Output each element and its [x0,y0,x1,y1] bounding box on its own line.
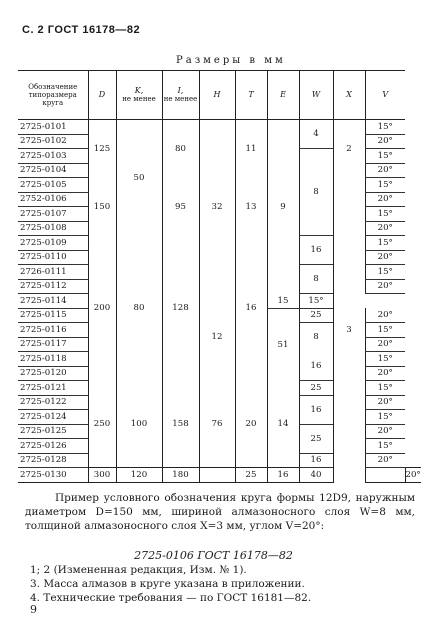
i-cell: 128 [162,236,199,381]
designation-cell: 2725-0121 [18,381,88,396]
w-cell: 4 [299,120,333,149]
v-cell: 20° [365,163,405,178]
page-header: С. 2 ГОСТ 16178—82 [22,24,141,36]
v-cell: 15° [365,439,405,454]
e-cell: 12 [199,294,235,381]
designation-cell: 2725-0115 [18,308,88,323]
t-cell: 16 [235,236,267,381]
col-header-K: K, не менее [116,71,162,120]
k-cell: 100 [116,381,162,468]
w-cell: 8 [299,323,333,352]
w-cell: 8 [299,149,333,236]
w-cell: 16 [299,453,333,468]
col-header-I: I, не менее [162,71,199,120]
v-cell: 20° [365,453,405,468]
designation-cell: 2725-0109 [18,236,88,251]
note-4: 4. Технические требования — по ГОСТ 16181—82. [30,592,312,604]
i-cell: 158 [162,381,199,468]
w-cell: 16 [299,395,333,424]
w-cell: 25 [299,424,333,453]
note-3: 3. Масса алмазов в круге указана в приложении. [30,578,305,590]
designation-cell: 2725-0110 [18,250,88,265]
example-paragraph: Пример условного обозначения круга формы 12D9, наружным диаметром D=150 мм, шириной алмазоносного слоя W=8 мм, толщиной алмазоносного слоя X=3 мм, углом V=20°: [25,492,415,532]
v-cell: 20° [365,424,405,439]
w-cell: 15 [267,294,299,309]
v-cell: 15° [365,207,405,222]
d-cell: 300 [88,468,116,483]
v-cell: 20° [365,395,405,410]
k-cell: 80 [116,236,162,381]
designation-cell: 2725-0114 [18,294,88,309]
w-cell: 25 [299,308,333,323]
col-header-T: T [235,71,267,120]
designation-cell: 2725-0122 [18,395,88,410]
designation-cell: 2725-0118 [18,352,88,367]
col-header-W: W [299,71,333,120]
col-header-designation: Обозначение типоразмера круга [18,71,88,120]
v-cell: 20° [365,192,405,207]
dimensions-table [18,70,421,483]
v-cell: 20° [365,337,405,352]
v-cell: 20° [365,366,405,381]
v-cell: 15° [365,352,405,367]
t-cell: 11 [235,120,267,178]
designation-cell: 2725-0105 [18,178,88,193]
designation-cell: 2725-0116 [18,323,88,338]
v-cell: 20° [405,468,421,483]
x-cell: 3 [333,178,365,483]
designation-cell: 2752-0106 [18,192,88,207]
e-cell: 14 [267,381,299,468]
w-cell: 40 [299,468,333,483]
e-cell: 9 [267,120,299,294]
h-cell: 51 [267,308,299,381]
i-cell: 80 [162,120,199,178]
t-cell: 20 [235,381,267,468]
x-cell: 2 [333,120,365,178]
designation-cell: 2725-0126 [18,439,88,454]
k-cell: 120 [116,468,162,483]
col-header-X: X [333,71,365,120]
e-cell: 16 [267,468,299,483]
col-header-D: D [88,71,116,120]
i-cell: 95 [162,178,199,236]
v-cell: 20° [365,134,405,149]
v-cell: 20° [365,308,405,323]
designation-cell: 2726-0111 [18,265,88,280]
table-header-row [18,71,421,120]
v-cell: 15° [365,381,405,396]
designation-cell: 2725-0117 [18,337,88,352]
designation-cell: 2725-0128 [18,453,88,468]
note-1: 1; 2 (Измененная редакция, Изм. № 1). [30,564,247,576]
designation-cell: 2725-0108 [18,221,88,236]
v-cell: 15° [299,294,333,309]
w-cell: 8 [299,265,333,294]
designation-cell: 2725-0124 [18,410,88,425]
v-cell: 15° [365,149,405,164]
designation-cell: 2725-0125 [18,424,88,439]
v-cell: 20° [365,221,405,236]
v-cell: 15° [365,410,405,425]
w-cell: 16 [299,236,333,265]
col-header-V: V [365,71,405,120]
designation-cell: 2725-0107 [18,207,88,222]
table-caption: Размеры в мм [176,55,286,66]
v-cell: 15° [365,178,405,193]
t-cell: 13 [235,178,267,236]
v-cell: 15° [365,120,405,135]
designation-cell: 2725-0130 [18,468,88,483]
d-cell: 250 [88,381,116,468]
t-cell: 25 [235,468,267,483]
w-cell: 25 [299,381,333,396]
example-designation: 2725-0106 ГОСТ 16178—82 [134,549,293,562]
col-header-H: H [199,71,235,120]
designation-cell: 2725-0104 [18,163,88,178]
table-row [18,120,421,135]
col-header-E: E [267,71,299,120]
w-cell: 16 [299,352,333,381]
v-cell: 15° [365,236,405,251]
v-cell: 15° [365,265,405,280]
designation-cell: 2725-0112 [18,279,88,294]
h-cell: 32 [199,120,235,294]
x-cell-empty [365,468,405,483]
v-cell: 15° [365,323,405,338]
page-number: 9 [30,603,37,616]
h-cell: 76 [199,381,235,468]
d-cell: 150 [88,178,116,236]
designation-cell: 2725-0120 [18,366,88,381]
designation-cell: 2725-0102 [18,134,88,149]
k-cell: 50 [116,120,162,236]
designation-cell: 2725-0101 [18,120,88,135]
i-cell: 180 [162,468,199,483]
d-cell: 125 [88,120,116,178]
v-cell: 20° [365,279,405,294]
h-cell-empty [199,468,235,483]
v-cell: 20° [365,250,405,265]
designation-cell: 2725-0103 [18,149,88,164]
d-cell: 200 [88,236,116,381]
